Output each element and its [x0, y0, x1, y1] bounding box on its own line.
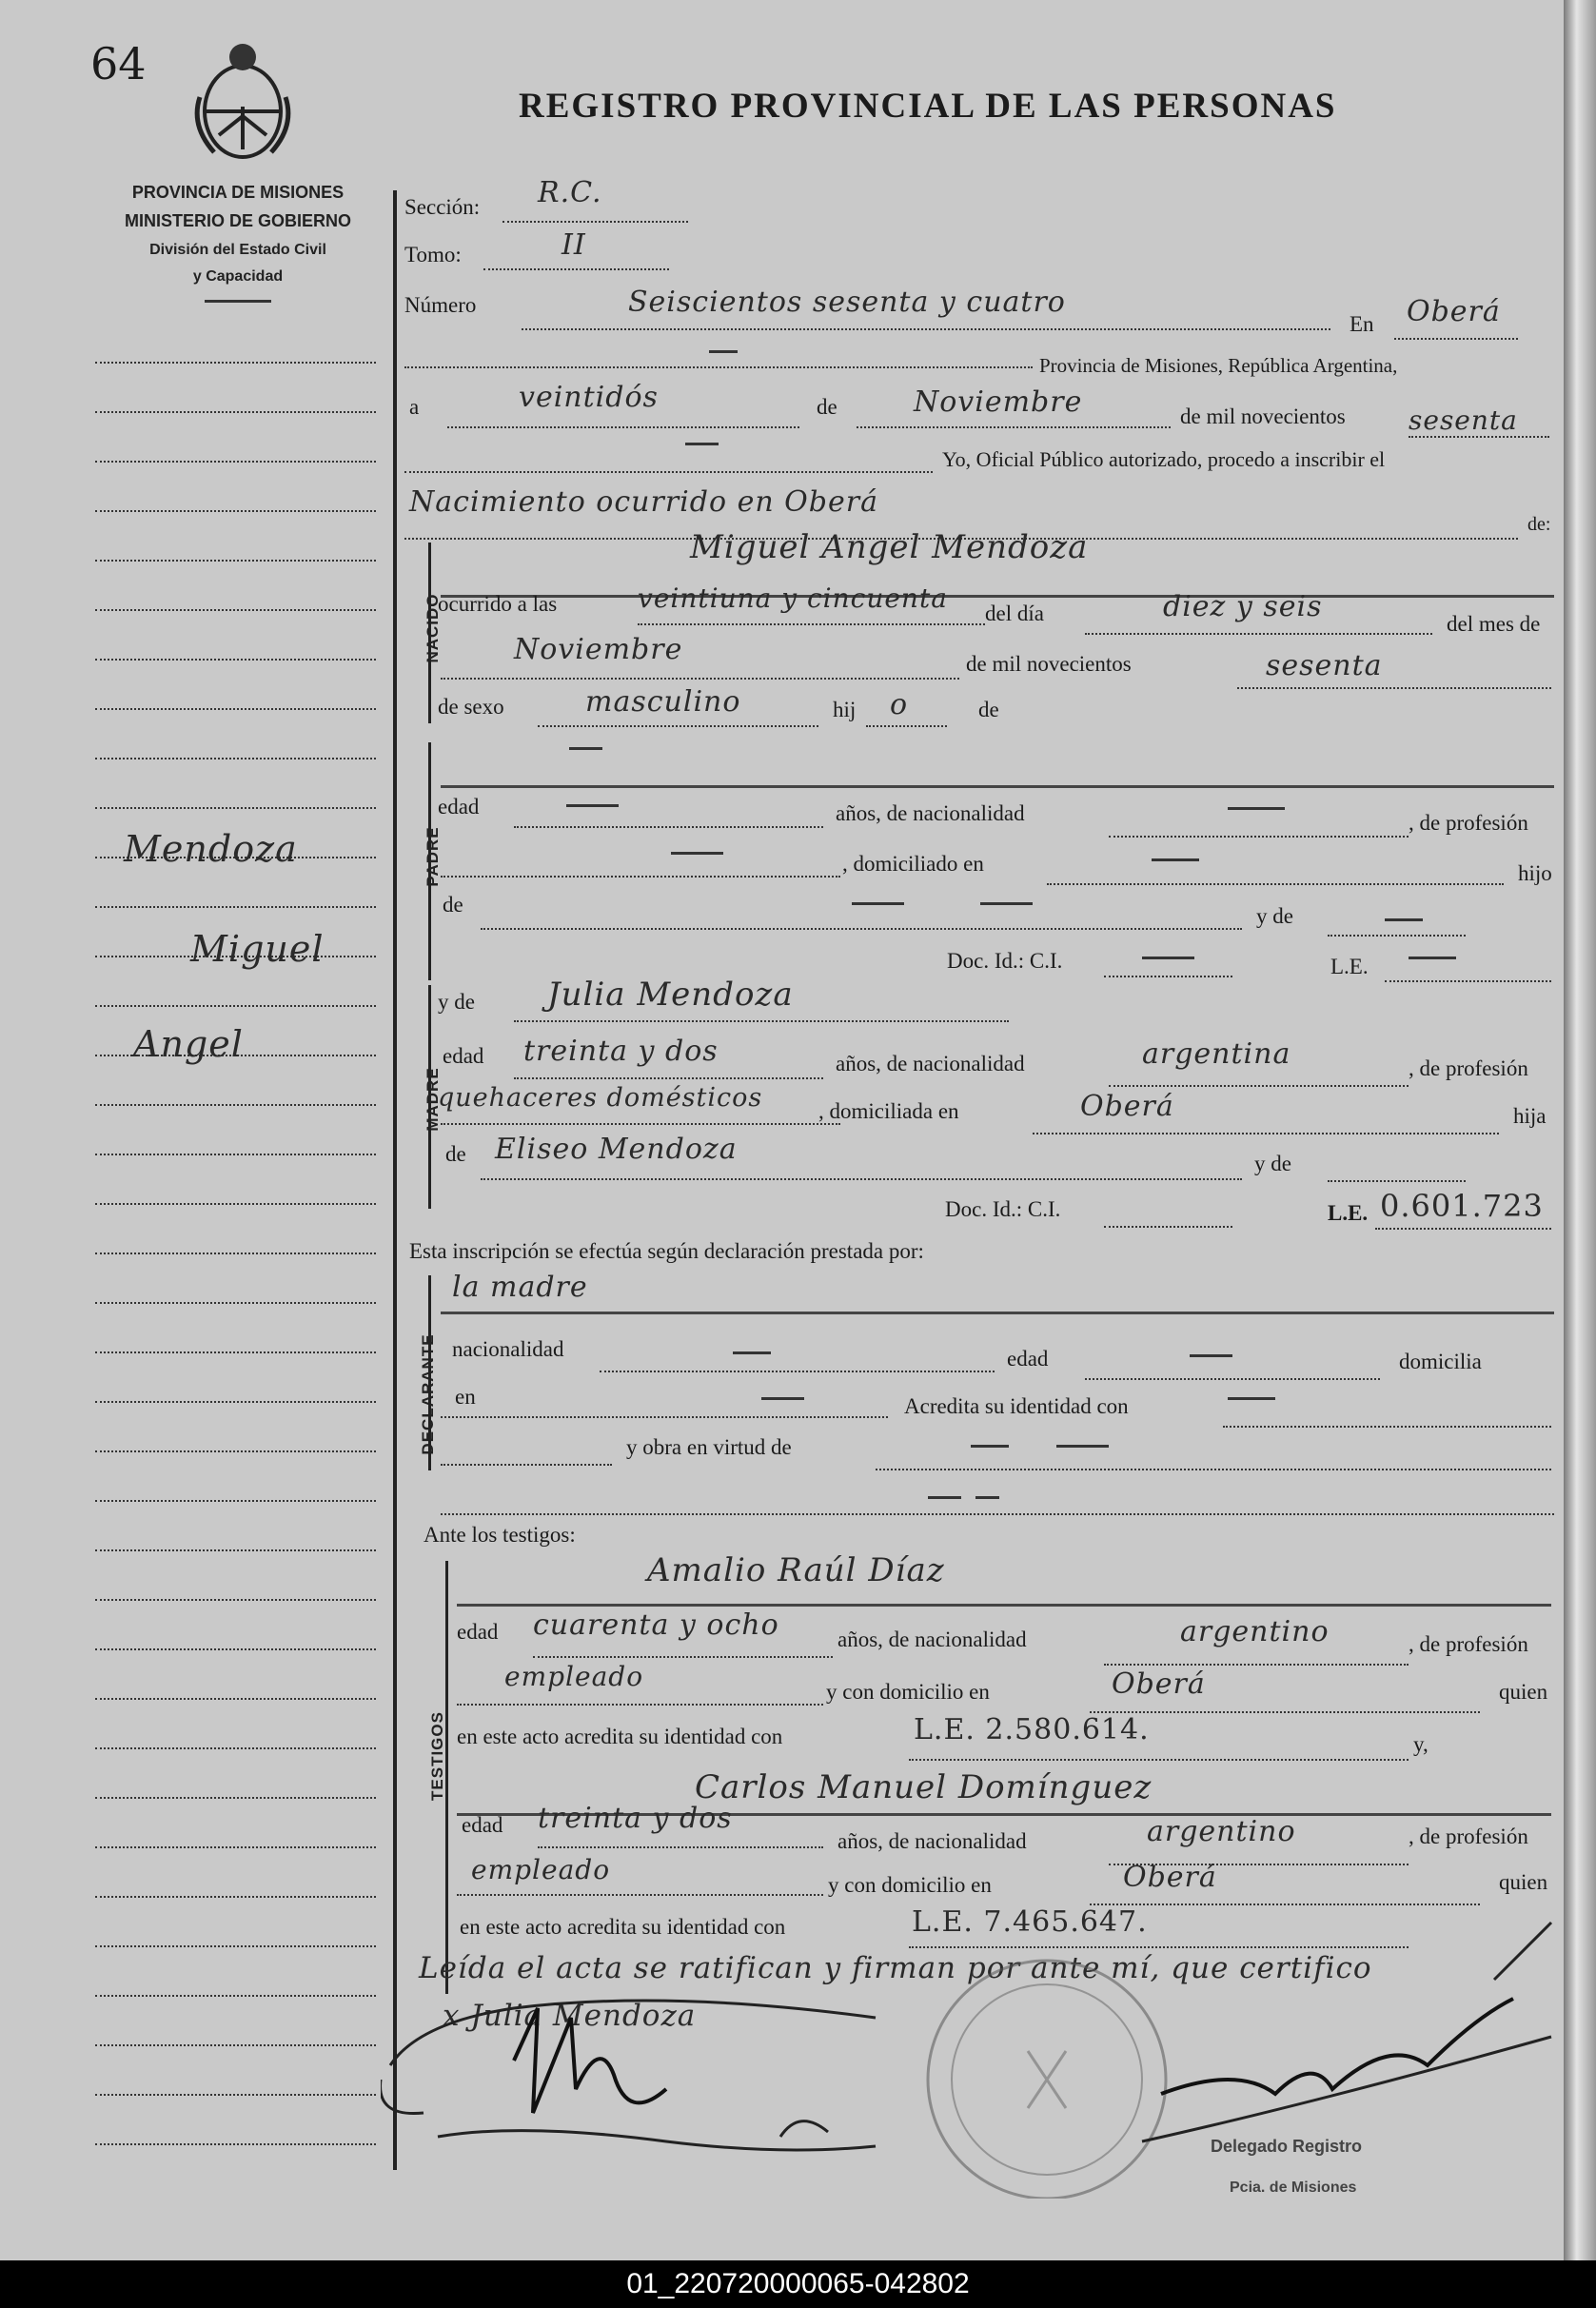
margin-rule: [95, 1995, 376, 1997]
margin-rule: [95, 1599, 376, 1601]
testigos-text: Ante los testigos:: [424, 1523, 576, 1547]
dash: [1152, 858, 1199, 861]
decl-edad-label: edad: [1007, 1347, 1049, 1371]
dash: [1409, 957, 1456, 959]
margin-rule: [95, 1846, 376, 1848]
t2-dom-label: y con domicilio en: [828, 1873, 992, 1897]
tomo-line: [483, 268, 669, 270]
margin-rule: [95, 1896, 376, 1898]
margin-rule: [95, 560, 376, 562]
t1-edad-line: [533, 1656, 833, 1658]
en-label: En: [1350, 312, 1374, 336]
sexo-label: de sexo: [438, 695, 504, 719]
margin-rule: [95, 1500, 376, 1502]
anio-value: sesenta: [1409, 404, 1518, 436]
page-title: REGISTRO PROVINCIAL DE LAS PERSONAS: [519, 87, 1337, 126]
dash: [1056, 1445, 1109, 1448]
de-colon-label: de:: [1527, 514, 1551, 535]
padre-nac-label: años, de nacionalidad: [836, 801, 1025, 825]
decl-obra-line: [876, 1469, 1551, 1470]
madre-doc-label: Doc. Id.: C.I.: [945, 1197, 1061, 1221]
margin-rule: [95, 2094, 376, 2096]
margin-rule: [95, 2143, 376, 2145]
tomo-label: Tomo:: [404, 243, 462, 266]
padre-le-label: L.E.: [1330, 955, 1369, 978]
t1-nac-label: años, de nacionalidad: [837, 1627, 1027, 1651]
padre-dom-label: , domiciliado en: [842, 852, 984, 876]
declarante-underline: [441, 1312, 1554, 1314]
hora-line: [638, 623, 985, 625]
padre-edad-label: edad: [438, 795, 480, 819]
madre-y-de2-line: [1328, 1180, 1466, 1182]
testigo1-nombre: Amalio Raúl Díaz: [647, 1551, 945, 1589]
book-spine: [1564, 0, 1596, 2260]
padre-dom-line: [1047, 883, 1504, 885]
t1-prof-line: [457, 1704, 823, 1706]
en-value: Oberá: [1407, 295, 1501, 328]
t1-nac-line: [1104, 1664, 1409, 1666]
padre-de-line: [481, 928, 1242, 930]
decl-blank-line: [441, 1464, 612, 1466]
t2-edad-label: edad: [462, 1813, 503, 1837]
sexo-line: [538, 725, 818, 727]
mes-value: Noviembre: [914, 385, 1083, 419]
testigo2-nombre: Carlos Manuel Domínguez: [695, 1768, 1153, 1806]
madre-nac-value: argentina: [1142, 1037, 1291, 1071]
margin-rule: [95, 1401, 376, 1403]
t1-quien-label: quien: [1499, 1680, 1548, 1704]
margin-rule: [95, 1648, 376, 1650]
name-underline: [441, 595, 1554, 598]
t2-edad-line: [538, 1846, 823, 1848]
t1-prof-label: , de profesión: [1409, 1632, 1528, 1656]
decl-nac-line: [600, 1371, 995, 1372]
coat-of-arms-icon: [190, 40, 295, 164]
decl-blank-line-2: [441, 1513, 1554, 1515]
madre-label: MADRE: [424, 1067, 442, 1132]
madre-dom-line: [1033, 1133, 1499, 1134]
t1-edad-label: edad: [457, 1620, 499, 1644]
t2-edad-value: treinta y dos: [538, 1802, 733, 1835]
margin-rule: [95, 609, 376, 611]
declarante-label: DECLARANTE: [419, 1333, 437, 1455]
padre-prof-label: , de profesión: [1409, 811, 1528, 835]
padre-label: PADRE: [424, 826, 442, 887]
mes-nac-value: Noviembre: [514, 633, 683, 666]
del-mes-label: del mes de: [1447, 612, 1541, 636]
madre-de-line: [481, 1178, 1242, 1180]
margin-first-name: Miguel: [190, 928, 325, 970]
decl-obra-label: y obra en virtud de: [626, 1435, 792, 1459]
margin-rule: [95, 510, 376, 512]
decl-edad-line: [1085, 1378, 1380, 1380]
margin-rule: [95, 1549, 376, 1551]
main-divider: [393, 190, 397, 2170]
decl-nac-label: nacionalidad: [452, 1337, 564, 1361]
nacido-label: NACIDO: [424, 593, 442, 663]
hij-label: hij: [833, 698, 857, 721]
dash: [569, 747, 602, 750]
hij-line: [866, 725, 947, 727]
numero-line: [522, 328, 1330, 330]
declaracion-text: Esta inscripción se efectúa según declaración prestada por:: [409, 1239, 924, 1263]
t1-nac-value: argentino: [1180, 1615, 1330, 1648]
dash: [671, 852, 723, 855]
t1-dom-value: Oberá: [1112, 1667, 1206, 1701]
stamp-line-2: Pcia. de Misiones: [1230, 2180, 1357, 2196]
signatures-and-stamp: [381, 1884, 1561, 2199]
hora-value: veintiuna y cincuenta: [638, 582, 948, 614]
padre-de-label: de: [443, 893, 463, 917]
margin-rule: [95, 362, 376, 364]
provincia-text: Provincia de Misiones, República Argentina,: [1039, 354, 1398, 377]
division-heading-2: y Capacidad: [192, 268, 284, 285]
padre-prof-line: [441, 876, 840, 878]
madre-y-de-label: y de: [438, 990, 475, 1014]
madre-y-de2-label: y de: [1254, 1152, 1291, 1175]
mes-line: [857, 426, 1171, 428]
divider: [205, 300, 271, 303]
decl-domicilia-label: domicilia: [1399, 1350, 1482, 1373]
de-label: de: [817, 395, 837, 419]
t2-dom-value: Oberá: [1123, 1861, 1217, 1894]
page-number: 64: [90, 38, 147, 89]
yo-text: Yo, Oficial Público autorizado, procedo a inscribir el: [942, 447, 1386, 471]
t2-nac-label: años, de nacionalidad: [837, 1829, 1027, 1853]
dash: [709, 350, 738, 353]
madre-nac-label: años, de nacionalidad: [836, 1052, 1025, 1075]
numero-label: Número: [404, 293, 477, 317]
t1-doc-line: [909, 1759, 1409, 1761]
closing-statement: Leída el acta se ratifican y firman por ante mí, que certifico: [419, 1951, 1372, 1985]
margin-rule: [95, 1253, 376, 1254]
dash: [928, 1496, 961, 1499]
dash: [975, 1496, 999, 1499]
t1-prof-value: empleado: [504, 1661, 644, 1692]
tomo-value: II: [562, 228, 586, 262]
decl-en-line: [441, 1416, 888, 1418]
madre-nombre-value: Julia Mendoza: [547, 976, 794, 1014]
padre-doc-label: Doc. Id.: C.I.: [947, 949, 1063, 973]
margin-rule: [95, 1747, 376, 1749]
t2-prof-label: , de profesión: [1409, 1825, 1528, 1848]
madre-de-label: de: [445, 1142, 466, 1166]
dash: [685, 443, 719, 445]
t1-edad-value: cuarenta y ocho: [533, 1608, 779, 1642]
margin-rule: [95, 807, 376, 809]
dash: [1385, 918, 1423, 921]
margin-rule: [95, 1450, 376, 1452]
madre-prof-label: , de profesión: [1409, 1056, 1528, 1080]
t1-acredita-label: en este acto acredita su identidad con: [457, 1725, 783, 1748]
declarante-value: la madre: [452, 1271, 588, 1304]
y-coma-label: y,: [1413, 1732, 1429, 1756]
dia-nac-line: [1085, 633, 1432, 635]
dash: [566, 804, 619, 807]
padre-edad-line: [514, 826, 823, 828]
margin-rule: [95, 708, 376, 710]
hija-label: hija: [1513, 1104, 1547, 1128]
t1-dom-label: y con domicilio en: [826, 1680, 990, 1704]
seccion-value: R.C.: [538, 176, 602, 209]
blank-line: [404, 366, 1033, 368]
madre-edad-label: edad: [443, 1044, 484, 1068]
margin-rule: [95, 411, 376, 413]
hij-value: o: [890, 688, 909, 721]
t2-prof-value: empleado: [471, 1854, 611, 1885]
madre-edad-value: treinta y dos: [523, 1035, 719, 1068]
madre-dom-value: Oberá: [1080, 1090, 1174, 1123]
margin-rule: [95, 1351, 376, 1353]
margin-rule: [95, 461, 376, 463]
testigos-label: TESTIGOS: [428, 1711, 446, 1801]
t1-doc-value: L.E. 2.580.614.: [914, 1713, 1150, 1746]
margin-rule: [95, 1302, 376, 1304]
margin-rule: [95, 1154, 376, 1155]
margin-rule: [95, 758, 376, 759]
section-rule: [441, 785, 1554, 788]
child-name: Miguel Angel Mendoza: [690, 528, 1089, 566]
numero-value: Seiscientos sesenta y cuatro: [628, 286, 1066, 319]
madre-padre-value: Eliseo Mendoza: [495, 1133, 738, 1166]
image-id-footer: 01_220720000065-042802: [0, 2260, 1596, 2308]
madre-le-value: 0.601.723: [1380, 1188, 1544, 1224]
sexo-value: masculino: [585, 685, 741, 719]
de-mil2-label: de mil novecientos: [966, 652, 1132, 676]
a-label: a: [409, 395, 420, 419]
hijo-label: hijo: [1518, 861, 1552, 885]
dash: [852, 902, 904, 905]
dash: [733, 1351, 771, 1354]
dash: [1190, 1354, 1232, 1357]
dia-line: [447, 426, 799, 428]
dash: [1228, 1397, 1275, 1400]
anio-line: [1409, 436, 1549, 438]
dash: [980, 902, 1033, 905]
t2-acredita-label: en este acto acredita su identidad con: [460, 1915, 786, 1939]
margin-rule: [95, 1698, 376, 1700]
en-line: [1394, 338, 1518, 340]
margin-surname: Mendoza: [124, 828, 298, 870]
margin-rule: [95, 1104, 376, 1106]
del-dia-label: del día: [985, 602, 1044, 625]
dash: [761, 1397, 804, 1400]
dash: [1142, 957, 1194, 959]
margin-rule: [95, 1203, 376, 1205]
margin-rule: [95, 1797, 376, 1799]
margin-rule: [95, 906, 376, 908]
padre-y-de-label: y de: [1256, 904, 1293, 928]
anio-nac-line: [1237, 687, 1551, 689]
margin-second-name: Angel: [133, 1023, 244, 1065]
madre-nombre-line: [514, 1020, 1009, 1022]
madre-prof-line: [441, 1123, 840, 1125]
ministry-heading: MINISTERIO DE GOBIERNO: [124, 211, 352, 230]
padre-nac-line: [1109, 836, 1409, 838]
margin-rule: [95, 1945, 376, 1947]
decl-acredita-line: [1223, 1426, 1551, 1428]
mother-signature: x Julia Mendoza: [443, 1999, 697, 2033]
testigo1-nombre-line: [457, 1604, 1551, 1607]
de-label-2: de: [978, 698, 999, 721]
decl-acredita-label: Acredita su identidad con: [904, 1394, 1129, 1418]
dia-nac-value: diez y seis: [1163, 590, 1323, 623]
division-heading-1: División del Estado Civil: [149, 242, 326, 258]
t2-doc-value: L.E. 7.465.647.: [912, 1905, 1148, 1939]
padre-le-line: [1385, 980, 1551, 982]
anio-nac-value: sesenta: [1266, 649, 1383, 682]
seccion-line: [502, 221, 688, 223]
inscribe-value: Nacimiento ocurrido en Oberá: [409, 485, 878, 519]
madre-dom-label: , domiciliada en: [818, 1099, 959, 1123]
margin-rule: [95, 659, 376, 661]
padre-y-de-line: [1328, 935, 1466, 937]
stamp-line-1: Delegado Registro: [1211, 2137, 1363, 2156]
decl-en-label: en: [455, 1385, 476, 1409]
seccion-label: Sección:: [404, 195, 481, 219]
province-heading: PROVINCIA DE MISIONES: [131, 183, 345, 202]
madre-nac-line: [1109, 1085, 1409, 1087]
padre-ci-line: [1104, 976, 1232, 977]
madre-ci-line: [1104, 1226, 1232, 1228]
ocurrido-label: ocurrido a las: [438, 592, 558, 616]
dash: [1228, 807, 1285, 810]
margin-rule: [95, 1005, 376, 1007]
mes-nac-line: [441, 678, 959, 680]
blank-line: [404, 471, 933, 473]
t2-quien-label: quien: [1499, 1870, 1548, 1894]
dia-value: veintidós: [519, 381, 659, 414]
dash: [971, 1445, 1009, 1448]
madre-le-label: L.E.: [1328, 1201, 1369, 1225]
madre-prof-value: quehaceres domésticos: [438, 1083, 763, 1113]
de-mil-label: de mil novecientos: [1180, 404, 1346, 428]
t2-nac-value: argentino: [1147, 1815, 1296, 1848]
madre-le-line: [1375, 1228, 1551, 1230]
madre-edad-line: [514, 1077, 823, 1079]
margin-rule: [95, 2044, 376, 2046]
